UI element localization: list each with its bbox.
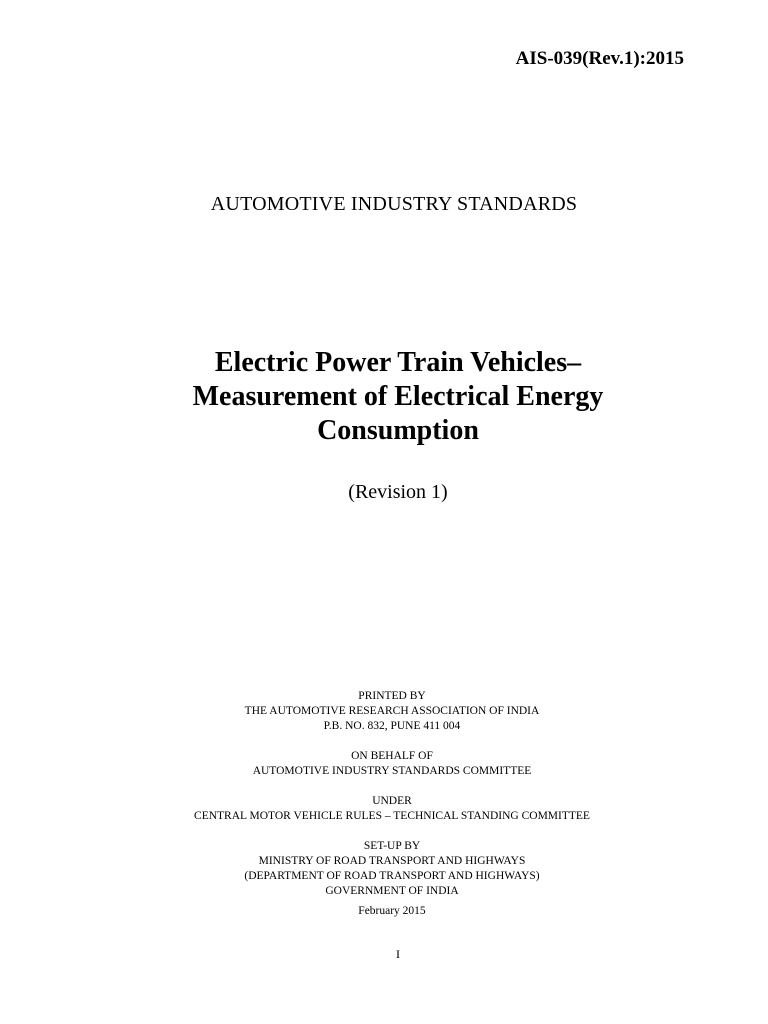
title-line: Electric Power Train Vehicles– (214, 347, 582, 378)
committee-name: AUTOMOTIVE INDUSTRY STANDARDS COMMITTEE (252, 765, 532, 777)
publication-date: February 2015 (358, 905, 426, 917)
rules-committee-name: CENTRAL MOTOR VEHICLE RULES – TECHNICAL STANDING COMMITTEE (194, 810, 590, 822)
page-number: I (396, 947, 400, 961)
under-block (0, 794, 768, 824)
document-title (0, 346, 768, 448)
on-behalf-of-heading: ON BEHALF OF (351, 750, 433, 762)
printer-name: THE AUTOMOTIVE RESEARCH ASSOCIATION OF INDIA (244, 705, 540, 717)
ministry-name: MINISTRY OF ROAD TRANSPORT AND HIGHWAYS (258, 855, 526, 867)
under-heading: UNDER (372, 795, 412, 807)
on-behalf-of-block (0, 749, 768, 779)
printed-by-block (0, 689, 768, 734)
document-number: AIS-039(Rev.1):2015 (515, 48, 684, 69)
set-up-by-heading: SET-UP BY (363, 840, 421, 852)
revision-label: (Revision 1) (348, 481, 448, 503)
title-line: Consumption (317, 415, 479, 446)
series-title: AUTOMOTIVE INDUSTRY STANDARDS (210, 193, 578, 215)
government-name: GOVERNMENT OF INDIA (325, 885, 459, 897)
printer-address: P.B. NO. 832, PUNE 411 004 (323, 720, 461, 732)
imprint-block (0, 689, 768, 899)
department-name: (DEPARTMENT OF ROAD TRANSPORT AND HIGHWAYS) (244, 870, 540, 882)
set-up-by-block (0, 839, 768, 899)
title-line: Measurement of Electrical Energy (192, 381, 604, 412)
printed-by-heading: PRINTED BY (358, 690, 426, 702)
